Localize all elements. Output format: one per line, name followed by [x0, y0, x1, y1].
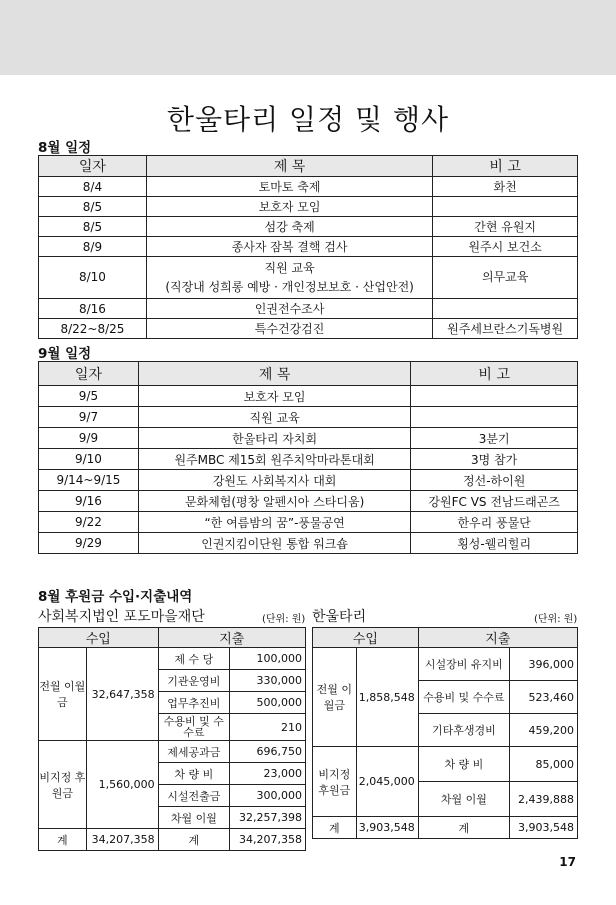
sep-schedule-table [38, 361, 578, 554]
expense-amount: 23,000 [230, 763, 306, 785]
expense-item: 수용비 및 수수료 [158, 714, 229, 741]
page-title: 한울타리 일정 및 행사 [166, 103, 450, 136]
expense-amount: 459,200 [510, 714, 578, 747]
col-title: 제 목 [138, 362, 410, 386]
table-row [39, 648, 306, 670]
expense-amount: 210 [230, 714, 306, 741]
sep-heading: 9월 일정 [38, 346, 92, 362]
expense-header: 지출 [418, 628, 577, 648]
income-header: 수입 [39, 628, 159, 648]
cell-date: 8/5 [39, 197, 147, 217]
total-label: 계 [39, 829, 87, 851]
cell-title: “한 여름밤의 꿈”-풍물공연 [138, 512, 410, 533]
expense-item: 차월 이월 [158, 807, 229, 829]
expense-item: 기관운영비 [158, 670, 229, 692]
cell-date: 9/29 [39, 533, 139, 554]
total-income: 34,207,358 [86, 829, 158, 851]
left-unit: (단위: 원) [262, 614, 306, 625]
cell-date: 9/14~9/15 [39, 470, 139, 491]
expense-amount: 523,460 [510, 681, 578, 714]
table-row [39, 449, 578, 470]
table-row [39, 407, 578, 428]
page-number: 17 [559, 855, 576, 869]
cell-title: 보호자 모임 [146, 197, 432, 217]
right-finance-table [312, 627, 578, 839]
cell-note: 의무교육 [433, 257, 578, 299]
finance-heading: 8월 후원금 수입·지출내역 [38, 589, 193, 605]
expense-item: 제 수 당 [158, 648, 229, 670]
expense-amount: 300,000 [230, 785, 306, 807]
total-income: 3,903,548 [356, 817, 418, 839]
cell-title: 직원 교육 [138, 407, 410, 428]
table-header-row [313, 628, 578, 648]
cell-note: 간현 유원지 [433, 217, 578, 237]
expense-item: 차월 이월 [418, 782, 509, 817]
cell-title: 한울타리 자치회 [138, 428, 410, 449]
nondesig-label: 비지정 후원금 [39, 741, 87, 829]
cell-title: 인권전수조사 [146, 299, 432, 319]
right-org-name: 한울타리 [312, 609, 367, 625]
top-band [0, 0, 616, 75]
cell-note: 정선-하이원 [411, 470, 578, 491]
cell-title: 원주MBC 제15회 원주치악마라톤대회 [138, 449, 410, 470]
cell-title-line1: 직원 교육 [264, 260, 315, 275]
expense-item: 시설장비 유지비 [418, 648, 509, 681]
nondesig-value: 2,045,000 [356, 747, 418, 817]
cell-note [411, 386, 578, 407]
table-row [39, 237, 578, 257]
cell-date: 9/16 [39, 491, 139, 512]
carry-label: 전월 이월금 [313, 648, 357, 747]
cell-note [433, 299, 578, 319]
table-header-row [39, 156, 578, 177]
table-row [39, 428, 578, 449]
expense-amount: 500,000 [230, 692, 306, 714]
total-expense: 34,207,358 [230, 829, 306, 851]
expense-amount: 330,000 [230, 670, 306, 692]
expense-amount: 696,750 [230, 741, 306, 763]
cell-title-line2: (직장내 성희롱 예방 · 개인정보보호 · 산업안전) [165, 279, 414, 294]
cell-note [411, 407, 578, 428]
cell-date: 8/9 [39, 237, 147, 257]
cell-date: 9/7 [39, 407, 139, 428]
cell-title: 특수건강검진 [146, 319, 432, 339]
nondesig-label: 비지정 후원금 [313, 747, 357, 817]
table-row [39, 741, 306, 763]
cell-note [433, 197, 578, 217]
cell-date: 8/5 [39, 217, 147, 237]
table-row [39, 491, 578, 512]
cell-date: 8/4 [39, 177, 147, 197]
table-row [39, 386, 578, 407]
table-row [39, 470, 578, 491]
carry-value: 32,647,358 [86, 648, 158, 741]
table-row [313, 648, 578, 681]
expense-amount: 85,000 [510, 747, 578, 782]
cell-title: 인권지킴이단원 통합 워크숍 [138, 533, 410, 554]
cell-title [146, 257, 432, 299]
expense-item: 수용비 및 수수료 [418, 681, 509, 714]
cell-note: 한우리 풍물단 [411, 512, 578, 533]
cell-note: 원주시 보건소 [433, 237, 578, 257]
table-row [39, 177, 578, 197]
table-header-row [39, 362, 578, 386]
expense-item: 차 량 비 [418, 747, 509, 782]
nondesig-value: 1,560,000 [86, 741, 158, 829]
table-header-row [39, 628, 306, 648]
cell-title: 종사자 잠복 결핵 검사 [146, 237, 432, 257]
cell-title: 보호자 모임 [138, 386, 410, 407]
expense-item: 기타후생경비 [418, 714, 509, 747]
col-note: 비 고 [433, 156, 578, 177]
cell-title: 문화체험(평창 알펜시아 스타디움) [138, 491, 410, 512]
table-row [39, 512, 578, 533]
cell-date: 9/9 [39, 428, 139, 449]
cell-date: 9/10 [39, 449, 139, 470]
table-row [39, 197, 578, 217]
income-header: 수입 [313, 628, 419, 648]
cell-note: 횡성-웰리힐리 [411, 533, 578, 554]
total-label: 계 [418, 817, 509, 839]
left-finance-table [38, 627, 306, 851]
expense-amount: 32,257,398 [230, 807, 306, 829]
col-date: 일자 [39, 156, 147, 177]
cell-title: 강원도 사회복지사 대회 [138, 470, 410, 491]
table-row [39, 319, 578, 339]
cell-date: 9/22 [39, 512, 139, 533]
carry-label: 전월 이월금 [39, 648, 87, 741]
table-row [39, 257, 578, 299]
table-row [39, 299, 578, 319]
left-org-name: 사회복지법인 포도마을재단 [38, 609, 205, 625]
expense-amount: 2,439,888 [510, 782, 578, 817]
expense-item: 시설전출금 [158, 785, 229, 807]
col-title: 제 목 [146, 156, 432, 177]
right-unit: (단위: 원) [534, 614, 578, 625]
expense-item: 차 량 비 [158, 763, 229, 785]
cell-note: 원주세브란스기독병원 [433, 319, 578, 339]
cell-note: 화천 [433, 177, 578, 197]
cell-date: 9/5 [39, 386, 139, 407]
table-row [313, 747, 578, 782]
aug-heading: 8월 일정 [38, 140, 92, 156]
total-label: 계 [313, 817, 357, 839]
total-row [39, 829, 306, 851]
expense-amount: 100,000 [230, 648, 306, 670]
table-row [39, 217, 578, 237]
aug-schedule-table [38, 155, 578, 339]
col-note: 비 고 [411, 362, 578, 386]
expense-item: 제세공과금 [158, 741, 229, 763]
total-expense: 3,903,548 [510, 817, 578, 839]
total-row [313, 817, 578, 839]
table-row [39, 533, 578, 554]
cell-date: 8/22~8/25 [39, 319, 147, 339]
carry-value: 1,858,548 [356, 648, 418, 747]
expense-amount: 396,000 [510, 648, 578, 681]
cell-date: 8/10 [39, 257, 147, 299]
expense-item: 업무추진비 [158, 692, 229, 714]
col-date: 일자 [39, 362, 139, 386]
expense-header: 지출 [158, 628, 305, 648]
total-label: 계 [158, 829, 229, 851]
cell-note: 강원FC VS 전남드래곤즈 [411, 491, 578, 512]
cell-title: 섬강 축제 [146, 217, 432, 237]
cell-title: 토마토 축제 [146, 177, 432, 197]
cell-note: 3분기 [411, 428, 578, 449]
cell-date: 8/16 [39, 299, 147, 319]
cell-note: 3명 참가 [411, 449, 578, 470]
